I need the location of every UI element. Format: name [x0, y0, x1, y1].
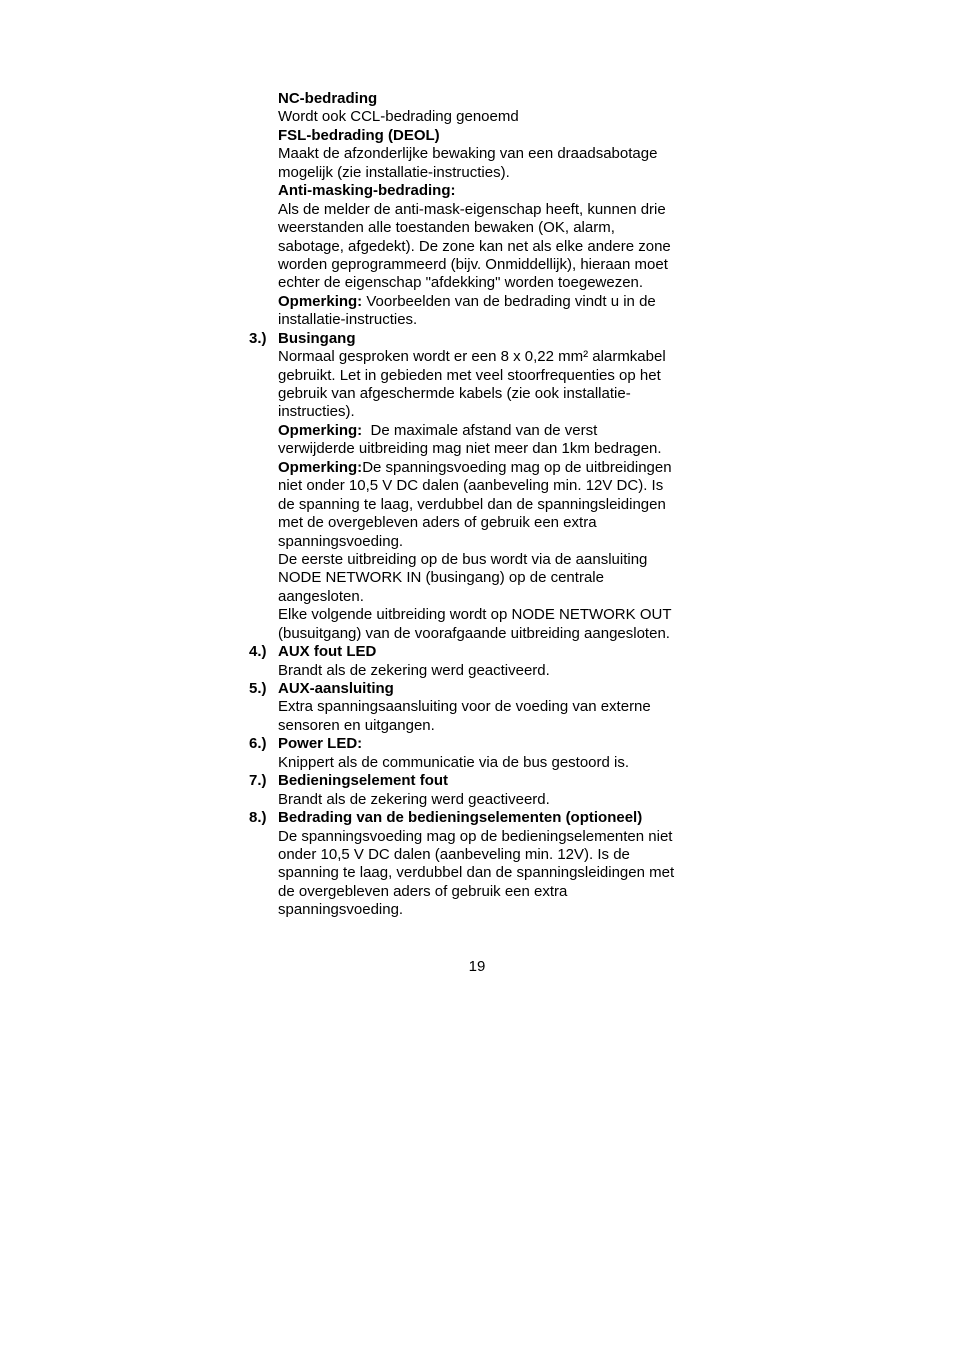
text-line [249, 846, 709, 864]
body-text: De spanningsvoeding mag op de bedieningselementen niet [278, 827, 673, 845]
text-line [249, 883, 709, 901]
bold-heading: Opmerking: [278, 458, 363, 476]
text-line [249, 643, 709, 661]
text-line [249, 201, 709, 219]
body-text: Voorbeelden van de bedrading vindt u in de [362, 292, 656, 310]
text-line [249, 514, 709, 532]
body-text: aangesloten. [278, 587, 364, 605]
section-number: 8.) [249, 809, 267, 827]
section-number: 7.) [249, 772, 267, 790]
body-text: sensoren en uitgangen. [278, 716, 435, 734]
body-text: gebruikt. Let in gebieden met veel stoorfrequenties op het [278, 366, 661, 384]
text-line [249, 422, 709, 440]
body-text: echter de eigenschap "afdekking" worden toegewezen. [278, 274, 644, 292]
text-line [249, 459, 709, 477]
body-text: installatie-instructies. [278, 311, 418, 329]
body-text: Brandt als de zekering werd geactiveerd. [278, 661, 550, 679]
text-line [249, 606, 709, 624]
body-text: de spanning te laag, verdubbel dan de spanningsleidingen [278, 495, 666, 513]
bold-heading: Opmerking: [278, 292, 363, 310]
bold-heading: Opmerking: [278, 421, 363, 439]
text-line [249, 108, 709, 126]
text-line [249, 496, 709, 514]
body-text: instructies). [278, 403, 355, 421]
body-text: (busuitgang) van de voorafgaande uitbreiding aangesloten. [278, 624, 670, 642]
text-line [249, 864, 709, 882]
text-line [249, 791, 709, 809]
text-line [249, 625, 709, 643]
body-text: spanningsvoeding. [278, 532, 404, 550]
bold-heading: Bedrading van de bedieningselementen (optioneel) [278, 809, 643, 827]
body-text: Extra spanningsaansluiting voor de voeding van externe [278, 698, 651, 716]
text-line [249, 754, 709, 772]
body-text: spanning te laag, verdubbel dan de spanningsleidingen met [278, 864, 675, 882]
text-line [249, 551, 709, 569]
bold-heading: Anti-masking-bedrading: [278, 182, 456, 200]
body-text: onder 10,5 V DC dalen (aanbeveling min. 12V). Is de [278, 845, 630, 863]
text-line [249, 901, 709, 919]
body-text: NODE NETWORK IN (busingang) op de centrale [278, 569, 604, 587]
text-line [249, 717, 709, 735]
text-line [249, 662, 709, 680]
section-number: 5.) [249, 680, 267, 697]
text-line [249, 533, 709, 551]
section-number: 3.) [249, 329, 267, 347]
body-text: met de overgebleven aders of gebruik een extra [278, 514, 597, 532]
body-text: Normaal gesproken wordt er een 8 x 0,22 mm² alarmkabel [278, 348, 666, 366]
text-line [249, 385, 709, 403]
body-text: de overgebleven aders of gebruik een extra [278, 882, 568, 900]
text-line [249, 256, 709, 274]
text-line [249, 809, 709, 827]
text-line [249, 735, 709, 753]
page-number: 19 [468, 958, 486, 975]
body-text: mogelijk (zie installatie-instructies). [278, 163, 510, 181]
text-line [249, 680, 709, 698]
text-line [249, 440, 709, 458]
text-line [249, 219, 709, 237]
text-line [249, 90, 709, 108]
bold-heading: Power LED: [278, 735, 363, 753]
text-line [249, 698, 709, 716]
bold-heading: AUX fout LED [278, 643, 377, 661]
text-line [249, 772, 709, 790]
text-line [249, 348, 709, 366]
text-line [249, 828, 709, 846]
bold-heading: Bedieningselement fout [278, 772, 449, 790]
body-text: niet onder 10,5 V DC dalen (aanbeveling min. 12V DC). Is [278, 477, 664, 495]
text-line [249, 164, 709, 182]
text-line [249, 274, 709, 292]
body-text: De eerste uitbreiding op de bus wordt via de aansluiting [278, 550, 648, 568]
text-line [249, 367, 709, 385]
page-body [249, 90, 709, 920]
text-line [249, 403, 709, 421]
body-text: verwijderde uitbreiding mag niet meer dan 1km bedragen. [278, 440, 662, 458]
body-text: spanningsvoeding. [278, 901, 404, 919]
body-text: Wordt ook CCL-bedrading genoemd [278, 108, 519, 126]
body-text: gebruik van afgeschermde kabels (zie ook installatie- [278, 385, 631, 402]
bold-heading: NC-bedrading [278, 90, 378, 107]
body-text: De maximale afstand van de verst [362, 421, 598, 439]
body-text: Maakt de afzonderlijke bewaking van een draadsabotage [278, 145, 658, 163]
body-text: De spanningsvoeding mag op de uitbreidingen [362, 458, 672, 476]
body-text: weerstanden alle toestanden bewaken (OK, alarm, [278, 219, 615, 237]
text-line [249, 293, 709, 311]
bold-heading: AUX-aansluiting [278, 680, 394, 697]
body-text: Knippert als de communicatie via de bus gestoord is. [278, 753, 630, 771]
text-line [249, 588, 709, 606]
body-text: worden geprogrammeerd (bijv. Onmiddellijk), hieraan moet [278, 255, 668, 273]
text-line [249, 127, 709, 145]
body-text: sabotage, afgedekt). De zone kan net als elke andere zone [278, 237, 671, 255]
body-text: Elke volgende uitbreiding wordt op NODE NETWORK OUT [278, 606, 672, 624]
text-line [249, 569, 709, 587]
text-line [249, 477, 709, 495]
body-text: Brandt als de zekering werd geactiveerd. [278, 790, 550, 808]
bold-heading: FSL-bedrading (DEOL) [278, 126, 440, 144]
text-line [249, 330, 709, 348]
bold-heading: Busingang [278, 329, 356, 347]
body-text: Als de melder de anti-mask-eigenschap heeft, kunnen drie [278, 200, 666, 218]
section-number: 4.) [249, 643, 267, 661]
text-line [249, 238, 709, 256]
text-line [249, 311, 709, 329]
text-line [249, 182, 709, 200]
section-number: 6.) [249, 735, 267, 753]
text-line [249, 145, 709, 163]
